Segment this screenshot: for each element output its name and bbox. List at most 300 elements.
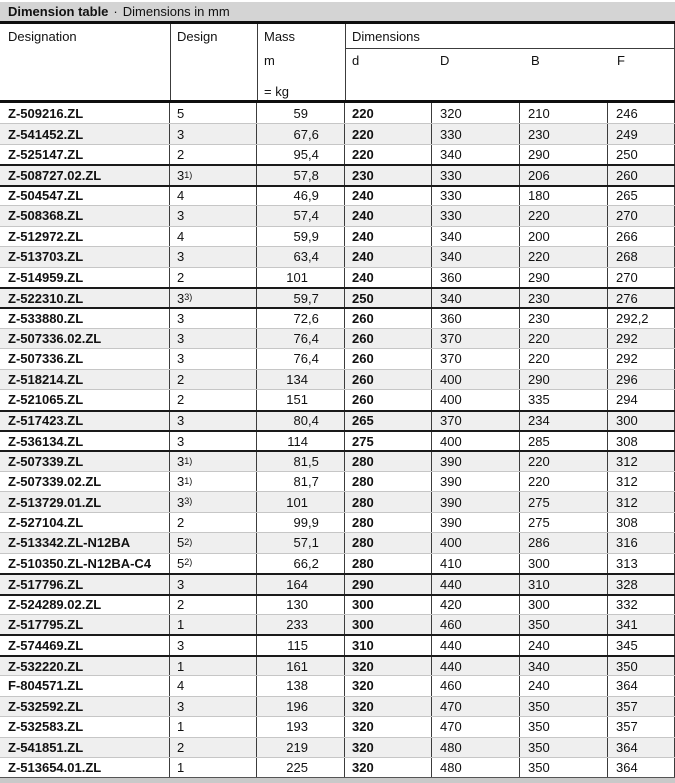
mass-cell [257, 412, 345, 430]
mass-cell [257, 227, 345, 246]
dim-B-cell: 290 [520, 268, 608, 287]
dim-B-cell: 234 [520, 412, 608, 430]
dim-d-cell: 320 [345, 657, 432, 675]
design-cell: 4 [170, 676, 257, 695]
dim-d-cell: 310 [345, 636, 432, 654]
mass-cell [257, 247, 345, 266]
dim-F-cell: 312 [608, 492, 675, 511]
dim-D-cell: 340 [432, 227, 520, 246]
designation-cell: Z-532583.ZL [0, 717, 170, 736]
table-body [0, 103, 675, 777]
dim-D-cell: 420 [432, 596, 520, 614]
mass-integer: 57 [293, 168, 308, 184]
dim-F-cell: 266 [608, 227, 675, 246]
table-row [0, 594, 675, 614]
dim-d-cell: 240 [345, 227, 432, 246]
title-subtitle: Dimensions in mm [122, 4, 230, 19]
mass-decimal: ,9 [308, 188, 319, 204]
mass-cell [257, 289, 345, 307]
dim-d-cell: 260 [345, 370, 432, 389]
designation-cell: Z-514959.ZL [0, 268, 170, 287]
header-designation: Designation [8, 29, 77, 44]
column-divider [170, 24, 171, 100]
designation-cell: Z-517795.ZL [0, 615, 170, 634]
dim-F-cell: 350 [608, 657, 675, 675]
table-row [0, 267, 675, 287]
dimensions-underline [345, 48, 675, 49]
dim-D-cell: 440 [432, 636, 520, 654]
design-cell: 3 [170, 636, 257, 654]
table-row [0, 205, 675, 225]
table-row [0, 471, 675, 491]
table-row [0, 389, 675, 409]
designation-cell: Z-533880.ZL [0, 309, 170, 327]
mass-decimal: ,6 [308, 311, 319, 327]
dim-d-cell: 320 [345, 738, 432, 757]
table-row [0, 757, 675, 777]
design-cell: 5 $^{2)}$ [170, 533, 257, 552]
dim-B-cell: 300 [520, 554, 608, 573]
dim-B-cell: 220 [520, 349, 608, 368]
mass-integer: 99 [293, 514, 308, 530]
dim-D-cell: 460 [432, 676, 520, 695]
header-dim-D: D [440, 53, 450, 68]
mass-integer: 101 [286, 269, 308, 285]
mass-integer: 196 [286, 698, 308, 714]
dim-d-cell: 290 [345, 575, 432, 593]
designation-cell: Z-507339.ZL [0, 452, 170, 470]
design-cell: 3 [170, 412, 257, 430]
designation-cell: Z-508368.ZL [0, 206, 170, 225]
mass-decimal: ,8 [308, 168, 319, 184]
dim-B-cell: 220 [520, 472, 608, 491]
design-cell: 3 [170, 432, 257, 450]
dim-D-cell: 340 [432, 145, 520, 164]
table-row [0, 573, 675, 593]
designation-cell: Z-513729.01.ZL [0, 492, 170, 511]
mass-cell [257, 697, 345, 716]
mass-decimal: ,9 [308, 514, 319, 530]
design-cell: 3 [170, 329, 257, 348]
designation-cell: Z-527104.ZL [0, 513, 170, 532]
dim-F-cell: 308 [608, 513, 675, 532]
dim-F-cell: 341 [608, 615, 675, 634]
designation-cell: Z-507336.ZL [0, 349, 170, 368]
dim-d-cell: 220 [345, 124, 432, 143]
dim-D-cell: 370 [432, 349, 520, 368]
table-row [0, 123, 675, 143]
table-row [0, 144, 675, 164]
dim-F-cell: 308 [608, 432, 675, 450]
header-design: Design [177, 29, 218, 44]
design-cell: 1 [170, 758, 257, 777]
dim-d-cell: 220 [345, 145, 432, 164]
mass-integer: 63 [293, 249, 308, 265]
table-row [0, 430, 675, 450]
table-row [0, 675, 675, 695]
dim-B-cell: 210 [520, 103, 608, 123]
mass-cell [257, 349, 345, 368]
designation-cell: Z-507339.02.ZL [0, 472, 170, 491]
dim-F-cell: 292 [608, 329, 675, 348]
dim-D-cell: 480 [432, 758, 520, 777]
dim-D-cell: 360 [432, 309, 520, 327]
mass-integer: 115 [287, 638, 308, 654]
dim-d-cell: 320 [345, 758, 432, 777]
dim-B-cell: 310 [520, 575, 608, 593]
table-row [0, 716, 675, 736]
dim-B-cell: 290 [520, 370, 608, 389]
dim-D-cell: 410 [432, 554, 520, 573]
mass-cell [257, 329, 345, 348]
mass-decimal: ,1 [308, 535, 319, 551]
dim-B-cell: 200 [520, 227, 608, 246]
mass-cell [257, 472, 345, 491]
dim-B-cell: 275 [520, 513, 608, 532]
table-row [0, 655, 675, 675]
dim-F-cell: 246 [608, 103, 675, 123]
dim-B-cell: 340 [520, 657, 608, 675]
mass-integer: 59 [293, 290, 308, 306]
dim-F-cell: 249 [608, 124, 675, 143]
dim-d-cell: 280 [345, 492, 432, 511]
table-row [0, 348, 675, 368]
mass-integer: 76 [293, 351, 308, 367]
header-dim-B: B [531, 53, 540, 68]
mass-integer: 164 [286, 576, 308, 592]
mass-integer: 151 [286, 392, 308, 408]
dim-d-cell: 275 [345, 432, 432, 450]
dim-B-cell: 350 [520, 758, 608, 777]
dim-D-cell: 470 [432, 717, 520, 736]
mass-cell [257, 636, 345, 654]
dim-D-cell: 330 [432, 166, 520, 184]
dim-D-cell: 390 [432, 492, 520, 511]
design-cell: 1 [170, 615, 257, 634]
design-cell: 2 [170, 268, 257, 287]
dim-F-cell: 364 [608, 676, 675, 695]
table-row [0, 512, 675, 532]
header-dim-F: F [617, 53, 625, 68]
mass-decimal: ,4 [308, 249, 319, 265]
dim-d-cell: 280 [345, 533, 432, 552]
design-cell: 1 [170, 657, 257, 675]
designation-cell: Z-504547.ZL [0, 187, 170, 205]
dim-F-cell: 357 [608, 717, 675, 736]
table-row [0, 103, 675, 123]
dim-D-cell: 400 [432, 432, 520, 450]
dim-d-cell: 320 [345, 676, 432, 695]
designation-cell: Z-513703.ZL [0, 247, 170, 266]
design-cell: 1 [170, 717, 257, 736]
designation-cell: Z-513654.01.ZL [0, 758, 170, 777]
bottom-margin-strip [0, 777, 675, 783]
dim-D-cell: 440 [432, 575, 520, 593]
dim-d-cell: 300 [345, 615, 432, 634]
dim-B-cell: 300 [520, 596, 608, 614]
dim-F-cell: 328 [608, 575, 675, 593]
table-row [0, 226, 675, 246]
table-row [0, 185, 675, 205]
mass-integer: 76 [293, 331, 308, 347]
dim-B-cell: 206 [520, 166, 608, 184]
designation-cell: Z-510350.ZL-N12BA-C4 [0, 554, 170, 573]
table-row [0, 491, 675, 511]
dim-F-cell: 312 [608, 452, 675, 470]
dim-F-cell: 312 [608, 472, 675, 491]
mass-integer: 225 [286, 760, 308, 776]
dim-D-cell: 470 [432, 697, 520, 716]
dim-D-cell: 330 [432, 187, 520, 205]
design-cell: 3 $^{1)}$ [170, 452, 257, 470]
designation-cell: Z-513342.ZL-N12BA [0, 533, 170, 552]
mass-decimal: ,4 [308, 147, 319, 163]
designation-cell: Z-532220.ZL [0, 657, 170, 675]
mass-integer: 72 [293, 311, 308, 327]
mass-cell [257, 452, 345, 470]
mass-cell [257, 206, 345, 225]
dim-D-cell: 340 [432, 289, 520, 307]
mass-integer: 46 [293, 188, 308, 204]
mass-cell [257, 575, 345, 593]
mass-decimal: ,7 [308, 290, 319, 306]
dim-B-cell: 230 [520, 289, 608, 307]
table-row [0, 737, 675, 757]
design-cell: 3 [170, 575, 257, 593]
mass-integer: 66 [293, 555, 308, 571]
dim-d-cell: 230 [345, 166, 432, 184]
designation-cell: Z-541452.ZL [0, 124, 170, 143]
design-cell: 3 $^{1)}$ [170, 472, 257, 491]
designation-cell: Z-522310.ZL [0, 289, 170, 307]
mass-cell [257, 615, 345, 634]
dim-B-cell: 240 [520, 636, 608, 654]
table-row [0, 287, 675, 307]
page-title: Dimension table [8, 4, 109, 19]
dim-F-cell: 268 [608, 247, 675, 266]
dim-F-cell: 294 [608, 390, 675, 409]
mass-integer: 219 [286, 739, 308, 755]
design-cell: 2 [170, 370, 257, 389]
mass-decimal: ,4 [308, 413, 319, 429]
dim-B-cell: 180 [520, 187, 608, 205]
header-mass-unit: = kg [264, 84, 289, 99]
designation-cell: Z-508727.02.ZL [0, 166, 170, 184]
dim-D-cell: 390 [432, 452, 520, 470]
table-title-bar [0, 2, 675, 21]
mass-cell [257, 432, 345, 450]
dim-B-cell: 350 [520, 615, 608, 634]
mass-integer: 233 [286, 617, 308, 633]
dim-D-cell: 400 [432, 370, 520, 389]
table-row [0, 307, 675, 327]
mass-cell [257, 657, 345, 675]
design-cell: 2 [170, 513, 257, 532]
dim-B-cell: 285 [520, 432, 608, 450]
mass-cell [257, 124, 345, 143]
dim-d-cell: 280 [345, 472, 432, 491]
table-row [0, 164, 675, 184]
dim-F-cell: 332 [608, 596, 675, 614]
dim-F-cell: 270 [608, 268, 675, 287]
title-separator: · [113, 4, 118, 19]
dim-F-cell: 364 [608, 738, 675, 757]
dim-d-cell: 280 [345, 554, 432, 573]
mass-integer: 101 [286, 494, 308, 510]
dim-B-cell: 350 [520, 717, 608, 736]
table-row [0, 328, 675, 348]
dim-D-cell: 330 [432, 206, 520, 225]
mass-cell [257, 166, 345, 184]
mass-cell [257, 145, 345, 164]
mass-integer: 134 [286, 371, 308, 387]
dim-F-cell: 250 [608, 145, 675, 164]
dim-F-cell: 276 [608, 289, 675, 307]
mass-decimal: ,2 [308, 555, 319, 571]
dim-D-cell: 370 [432, 412, 520, 430]
dim-D-cell: 480 [432, 738, 520, 757]
dim-F-cell: 357 [608, 697, 675, 716]
mass-cell [257, 554, 345, 573]
mass-cell [257, 758, 345, 777]
designation-cell: Z-532592.ZL [0, 697, 170, 716]
mass-decimal: ,9 [308, 228, 319, 244]
mass-integer: 193 [286, 719, 308, 735]
design-cell: 5 $^{2)}$ [170, 554, 257, 573]
dim-d-cell: 280 [345, 513, 432, 532]
dim-D-cell: 390 [432, 472, 520, 491]
dim-B-cell: 230 [520, 309, 608, 327]
mass-decimal: ,7 [308, 474, 319, 490]
mass-integer: 80 [293, 413, 308, 429]
design-cell: 2 [170, 738, 257, 757]
design-cell: 3 [170, 349, 257, 368]
mass-cell [257, 596, 345, 614]
design-cell: 3 [170, 206, 257, 225]
table-row [0, 696, 675, 716]
design-cell: 3 $^{3)}$ [170, 289, 257, 307]
designation-cell: Z-518214.ZL [0, 370, 170, 389]
designation-cell: Z-574469.ZL [0, 636, 170, 654]
dim-B-cell: 220 [520, 329, 608, 348]
dim-F-cell: 260 [608, 166, 675, 184]
design-cell: 3 [170, 309, 257, 327]
table-row [0, 410, 675, 430]
design-cell: 4 [170, 227, 257, 246]
dim-F-cell: 296 [608, 370, 675, 389]
mass-cell [257, 717, 345, 736]
mass-integer: 81 [293, 474, 308, 490]
dim-B-cell: 335 [520, 390, 608, 409]
mass-cell [257, 370, 345, 389]
dim-d-cell: 300 [345, 596, 432, 614]
table-row [0, 246, 675, 266]
mass-cell [257, 103, 345, 123]
dim-D-cell: 330 [432, 124, 520, 143]
dim-B-cell: 290 [520, 145, 608, 164]
dim-D-cell: 360 [432, 268, 520, 287]
mass-cell [257, 738, 345, 757]
mass-integer: 59 [293, 105, 308, 121]
mass-integer: 57 [293, 535, 308, 551]
dim-D-cell: 400 [432, 390, 520, 409]
mass-integer: 59 [293, 228, 308, 244]
designation-cell: Z-524289.02.ZL [0, 596, 170, 614]
dim-d-cell: 240 [345, 187, 432, 205]
designation-cell: Z-509216.ZL [0, 103, 170, 123]
designation-cell: Z-521065.ZL [0, 390, 170, 409]
design-cell: 5 [170, 103, 257, 123]
mass-integer: 114 [287, 433, 308, 449]
dim-D-cell: 370 [432, 329, 520, 348]
dim-F-cell: 364 [608, 758, 675, 777]
mass-integer: 95 [293, 147, 308, 163]
designation-cell: Z-512972.ZL [0, 227, 170, 246]
dim-d-cell: 265 [345, 412, 432, 430]
design-cell: 3 $^{3)}$ [170, 492, 257, 511]
mass-decimal: ,4 [308, 351, 319, 367]
dim-F-cell: 300 [608, 412, 675, 430]
dim-d-cell: 240 [345, 268, 432, 287]
mass-integer: 138 [286, 678, 308, 694]
mass-cell [257, 513, 345, 532]
mass-integer: 130 [286, 597, 308, 613]
mass-decimal: ,4 [308, 208, 319, 224]
mass-integer: 57 [293, 208, 308, 224]
dim-F-cell: 270 [608, 206, 675, 225]
dim-d-cell: 220 [345, 103, 432, 123]
designation-cell: Z-517796.ZL [0, 575, 170, 593]
mass-cell [257, 187, 345, 205]
dim-B-cell: 350 [520, 738, 608, 757]
dim-B-cell: 350 [520, 697, 608, 716]
table-row [0, 553, 675, 573]
dim-B-cell: 240 [520, 676, 608, 695]
design-cell: 3 $^{1)}$ [170, 166, 257, 184]
dim-F-cell: 292,2 [608, 309, 675, 327]
mass-integer: 67 [293, 126, 308, 142]
dim-d-cell: 260 [345, 329, 432, 348]
mass-cell [257, 268, 345, 287]
designation-cell: Z-517423.ZL [0, 412, 170, 430]
table-header [0, 24, 675, 103]
header-dim-d: d [352, 53, 360, 68]
designation-cell: F-804571.ZL [0, 676, 170, 695]
design-cell: 2 [170, 596, 257, 614]
dim-F-cell: 313 [608, 554, 675, 573]
designation-cell: Z-536134.ZL [0, 432, 170, 450]
dim-D-cell: 340 [432, 247, 520, 266]
dim-d-cell: 240 [345, 206, 432, 225]
dim-D-cell: 400 [432, 533, 520, 552]
header-mass: Mass [264, 29, 296, 44]
table-row [0, 450, 675, 470]
dim-D-cell: 440 [432, 657, 520, 675]
mass-cell [257, 676, 345, 695]
dim-F-cell: 345 [608, 636, 675, 654]
table-row [0, 614, 675, 634]
design-cell: 2 [170, 390, 257, 409]
table-row [0, 532, 675, 552]
dim-F-cell: 292 [608, 349, 675, 368]
column-divider [257, 24, 258, 100]
mass-integer: 161 [286, 658, 308, 674]
mass-decimal: ,5 [308, 454, 319, 470]
dim-d-cell: 260 [345, 309, 432, 327]
dim-d-cell: 320 [345, 717, 432, 736]
mass-decimal: ,4 [308, 331, 319, 347]
mass-cell [257, 309, 345, 327]
